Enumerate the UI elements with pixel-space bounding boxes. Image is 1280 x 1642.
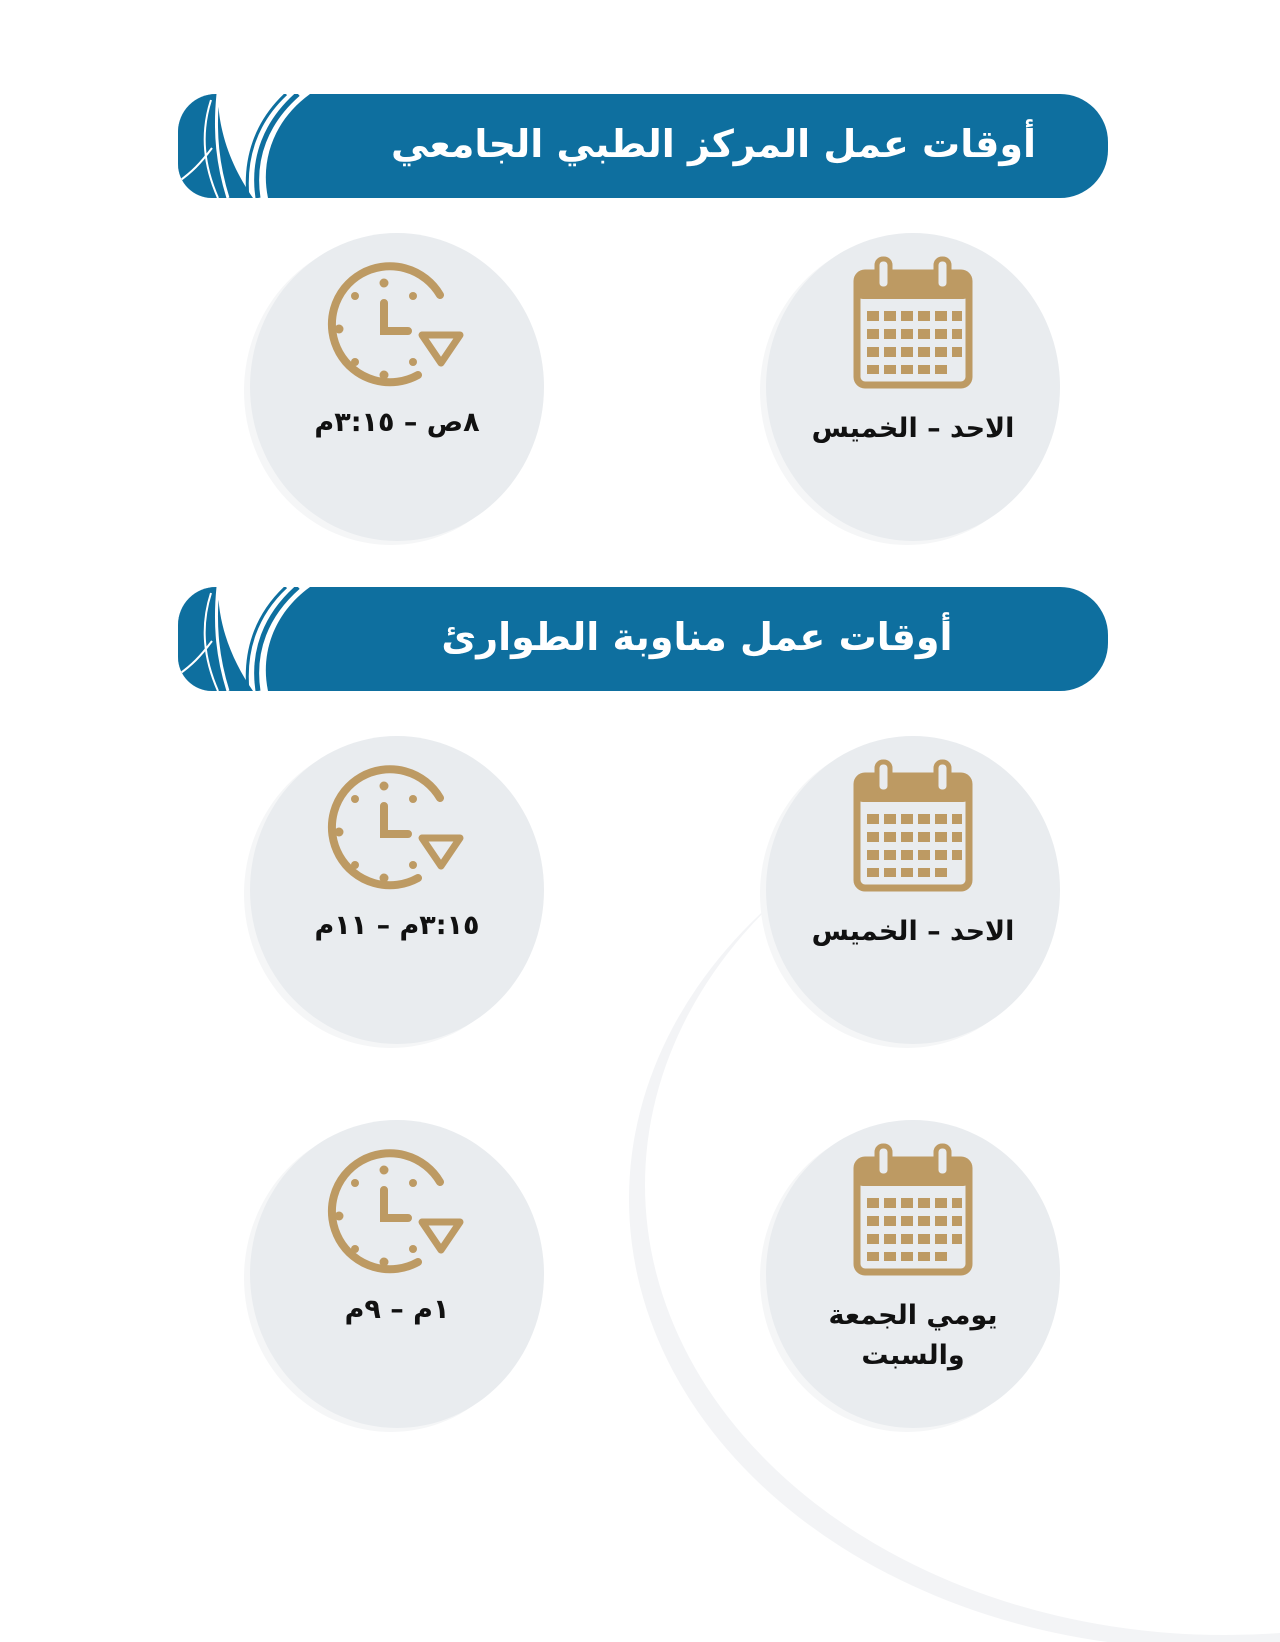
hours-circle	[250, 1120, 544, 1428]
hours-label: ٨ص – ٣:١٥م	[314, 407, 480, 438]
section-banner-emergency	[178, 587, 1108, 691]
banner-swoosh-decoration	[178, 587, 328, 691]
calendar-icon	[853, 1142, 973, 1276]
days-label	[780, 1296, 1046, 1376]
days-label-line-1: يومي الجمعة	[828, 1300, 998, 1331]
hours-label: ٣:١٥م – ١١م	[314, 910, 480, 941]
days-label-line-2: والسبت	[861, 1340, 965, 1371]
hours-circle	[250, 736, 544, 1044]
hours-label: ١م – ٩م	[344, 1294, 450, 1325]
section-title: أوقات عمل مناوبة الطوارئ	[441, 615, 953, 659]
days-label: الاحد – الخميس	[811, 413, 1015, 444]
clock-icon	[322, 1142, 472, 1276]
hours-circle	[250, 233, 544, 541]
days-circle	[766, 1120, 1060, 1428]
days-circle	[766, 233, 1060, 541]
clock-icon	[322, 758, 472, 892]
calendar-icon	[853, 758, 973, 892]
calendar-icon	[853, 255, 973, 389]
days-label: الاحد – الخميس	[811, 916, 1015, 947]
days-circle	[766, 736, 1060, 1044]
banner-swoosh-decoration	[178, 94, 328, 198]
section-banner-medical-center	[178, 94, 1108, 198]
section-title: أوقات عمل المركز الطبي الجامعي	[390, 122, 1036, 166]
clock-icon	[322, 255, 472, 389]
